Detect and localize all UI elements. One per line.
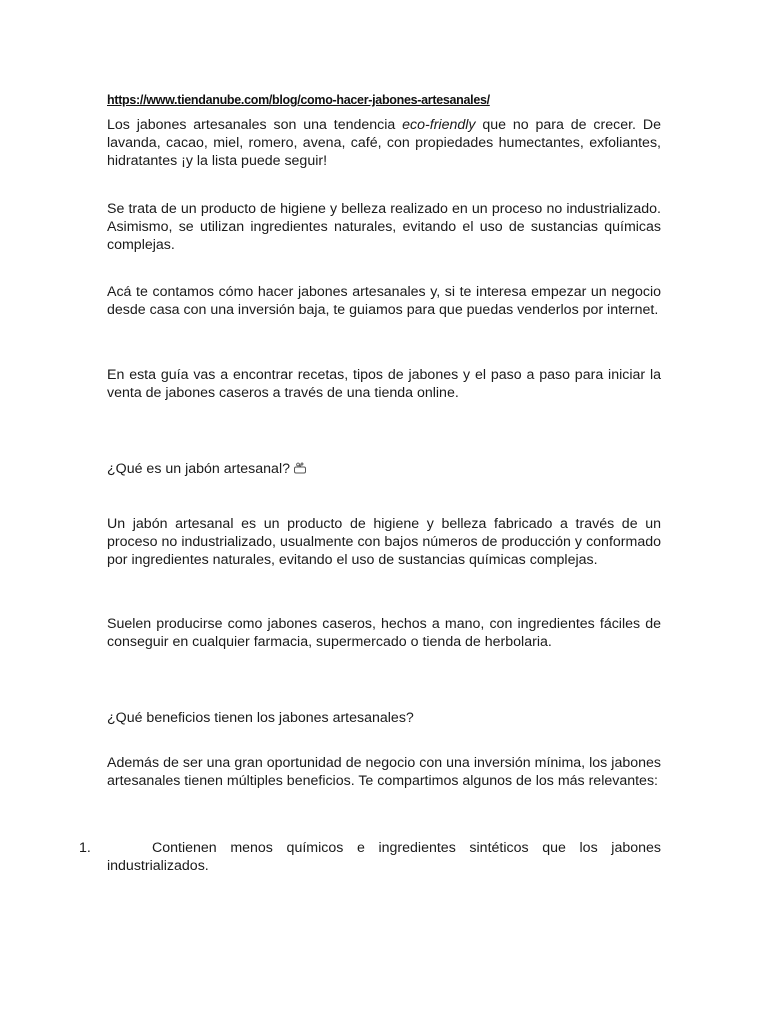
paragraph-soap-definition: Un jabón artesanal es un producto de higiene y belleza fabricado a través de un proceso no industrializado, usualmente con bajos números de producción y conformado por ingredientes naturales, evitando el uso de sustancias químicas complejas. — [107, 516, 661, 568]
paragraph-homemade: Suelen producirse como jabones caseros, hechos a mano, con ingredientes fáciles de conseguir en cualquier farmacia, supermercado o tienda de herbolaria. — [107, 616, 661, 650]
paragraph-definition: Se trata de un producto de higiene y belleza realizado en un proceso no industrializado. Asimismo, se utilizan ingredientes naturales, evitando el uso de sustancias químicas complejas. — [107, 201, 661, 253]
heading-what-is — [107, 460, 307, 478]
paragraph-guide: En esta guía vas a encontrar recetas, tipos de jabones y el paso a paso para iniciar la venta de jabones caseros a través de una tienda online. — [107, 367, 661, 401]
paragraph-intro-start: Los jabones artesanales son una tendencia — [107, 117, 403, 133]
paragraph-benefits-intro: Además de ser una gran oportunidad de negocio con una inversión mínima, los jabones artesanales tienen múltiples beneficios. Te compartimos algunos de los más relevantes: — [107, 755, 661, 789]
list-item-number: 1. — [79, 840, 91, 856]
list-item-text: Contienen menos químicos e ingredientes sintéticos que los jabones industrializados. — [107, 840, 661, 874]
paragraph-intro-italic: eco-friendly — [402, 117, 476, 133]
paragraph-intro-end: que no para de crecer. De lavanda, cacao, miel, romero, avena, café, con propiedades humectantes, exfoliantes, hidratantes ¡y la lista puede seguir! — [107, 117, 661, 169]
paragraph-howto: Acá te contamos cómo hacer jabones artesanales y, si te interesa empezar un negocio desde casa con una inversión baja, te guiamos para que puedas venderlos por internet. — [107, 284, 661, 318]
heading-what-is-text: ¿Qué es un jabón artesanal? — [107, 461, 290, 477]
source-link[interactable]: https://www.tiendanube.com/blog/como-hacer-jabones-artesanales/ — [107, 93, 490, 107]
heading-benefits: ¿Qué beneficios tienen los jabones artesanales? — [107, 710, 414, 726]
soap-icon — [293, 462, 307, 474]
paragraph-intro — [107, 116, 661, 170]
